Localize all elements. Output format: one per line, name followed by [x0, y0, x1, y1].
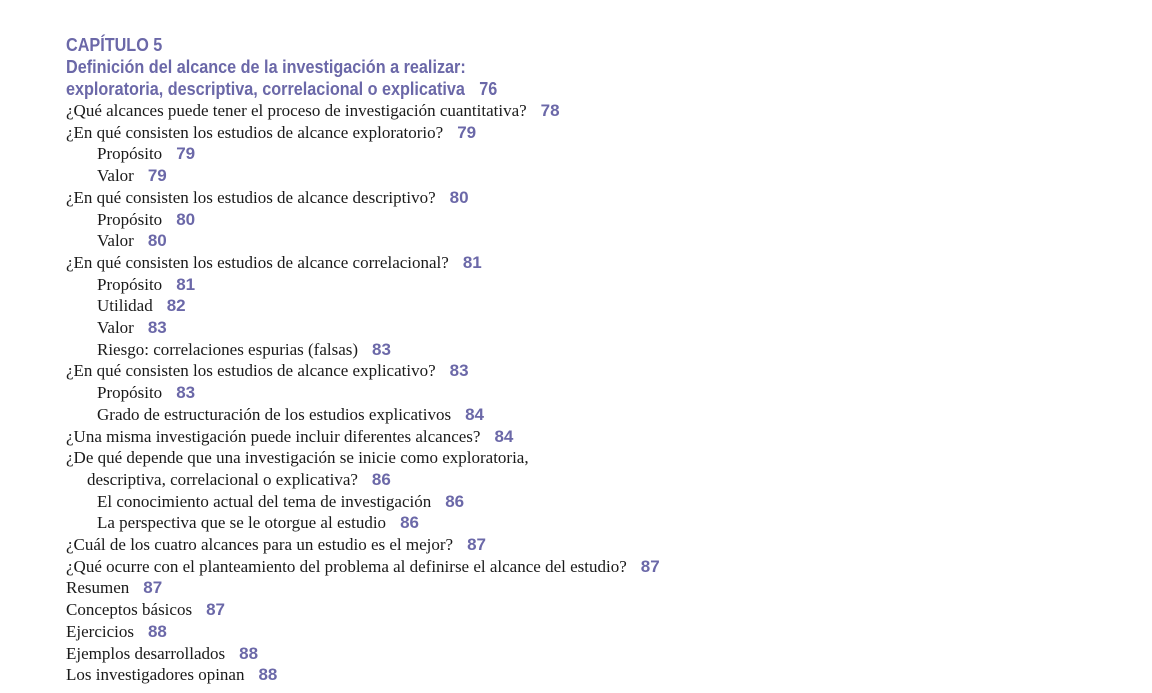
- toc-entry: [66, 664, 1126, 686]
- toc-subentry: [66, 143, 1126, 165]
- toc-subentry: [66, 295, 1126, 317]
- toc-entry-text: Propósito: [97, 144, 163, 164]
- toc-entry: [66, 252, 1126, 274]
- toc-entry-text: Conceptos básicos: [66, 600, 193, 620]
- toc-entry-page: 86: [400, 513, 419, 533]
- chapter-title-line-1: Definición del alcance de la investigación a realizar:: [66, 57, 466, 77]
- toc-entry-page: 79: [176, 144, 196, 164]
- toc-entry-text: El conocimiento actual del tema de investigación: [97, 491, 432, 511]
- toc-subentry: [66, 491, 1126, 513]
- toc-entry-page: 84: [494, 426, 514, 446]
- toc-entry: [66, 100, 1126, 122]
- toc-entry-text: Grado de estructuración de los estudios explicativos: [97, 404, 452, 424]
- toc-entry-page: 83: [176, 383, 196, 403]
- toc-entry-page: 81: [462, 252, 482, 272]
- toc-subentry: [66, 165, 1126, 187]
- toc-entry-page: 80: [176, 209, 196, 229]
- toc-subentry: [66, 209, 1126, 231]
- toc-entry-page: 83: [449, 361, 469, 381]
- toc-entry-text: descriptiva, correlacional o explicativa?: [87, 469, 358, 489]
- toc-entry-page: 79: [147, 166, 167, 186]
- toc-subentry: [66, 512, 1126, 534]
- toc-entry: [66, 122, 1126, 144]
- toc-entry-text: La perspectiva que se le otorgue al estudio: [97, 513, 387, 533]
- toc-entry-page: 86: [371, 469, 391, 489]
- toc-entry-page: 87: [206, 600, 225, 620]
- toc-entry: [66, 187, 1126, 209]
- toc-entry: [66, 360, 1126, 382]
- toc-entry-text: ¿Cuál de los cuatro alcances para un estudio es el mejor?: [66, 535, 454, 555]
- toc-entry-page: 83: [372, 339, 391, 359]
- toc-entry-page: 87: [640, 556, 660, 576]
- toc-entry-text: ¿Qué alcances puede tener el proceso de investigación cuantitativa?: [66, 101, 527, 120]
- toc-entry-page: 88: [258, 665, 278, 685]
- toc-entry-page: 86: [445, 491, 465, 511]
- toc-entry-text: Valor: [97, 166, 134, 186]
- toc-entry-page: 80: [147, 231, 167, 251]
- chapter-title-line-2-text: exploratoria, descriptiva, correlacional o explicativa: [66, 79, 465, 99]
- toc-entry-text: ¿En qué consisten los estudios de alcance correlacional?: [66, 252, 449, 272]
- toc-entry-text: Riesgo: correlaciones espurias (falsas): [97, 339, 359, 359]
- toc-entry-page: 81: [176, 274, 196, 294]
- toc-entry-page: 88: [147, 621, 167, 641]
- toc-entry-page: 83: [147, 318, 167, 338]
- toc-entry-text: ¿Una misma investigación puede incluir diferentes alcances?: [66, 426, 481, 446]
- toc-entry-page: 87: [467, 535, 486, 555]
- table-of-contents: [66, 34, 1126, 686]
- toc-entry-text: ¿En qué consisten los estudios de alcance descriptivo?: [66, 187, 436, 207]
- toc-subentry: [66, 230, 1126, 252]
- toc-subentry: [66, 404, 1126, 426]
- toc-entry-text: Los investigadores opinan: [66, 665, 245, 685]
- toc-entry-page: 84: [465, 404, 484, 424]
- toc-entry-text: ¿De qué depende que una investigación se inicie como exploratoria,: [66, 448, 529, 468]
- toc-entry-text: ¿En qué consisten los estudios de alcance exploratorio?: [66, 122, 444, 142]
- toc-entry-page: 80: [449, 187, 469, 207]
- toc-entry-text: Valor: [97, 318, 134, 338]
- toc-entry-text: Ejercicios: [66, 621, 134, 641]
- toc-subentry: [66, 317, 1126, 339]
- chapter-label: CAPÍTULO 5: [66, 35, 163, 55]
- toc-entry-continuation: [66, 469, 1126, 491]
- chapter-title-line-2: [66, 78, 1020, 100]
- toc-entry-text: Propósito: [97, 274, 163, 294]
- toc-entry-text: Propósito: [97, 209, 163, 229]
- toc-entry-page: 79: [457, 122, 477, 142]
- toc-entry-text: Utilidad: [97, 296, 153, 316]
- toc-entry-text: Ejemplos desarrollados: [66, 643, 226, 663]
- toc-entry: [66, 556, 1126, 578]
- toc-entry: [66, 426, 1126, 448]
- toc-entry: [66, 577, 1126, 599]
- toc-subentry: [66, 382, 1126, 404]
- toc-subentry: [66, 339, 1126, 361]
- toc-entry-text: Valor: [97, 231, 134, 251]
- toc-entry: [66, 621, 1126, 643]
- toc-entry-page: 88: [239, 643, 259, 663]
- toc-entry: [66, 447, 1126, 469]
- toc-entry-page: 87: [143, 578, 163, 598]
- toc-entry-text: Resumen: [66, 578, 130, 598]
- toc-entry: [66, 643, 1126, 665]
- toc-entry-text: Propósito: [97, 383, 163, 403]
- toc-subentry: [66, 274, 1126, 296]
- toc-entry: [66, 534, 1126, 556]
- chapter-page-number: 76: [479, 79, 498, 99]
- toc-entry-text: ¿Qué ocurre con el planteamiento del problema al definirse el alcance del estudio?: [66, 556, 627, 576]
- toc-entry-page: 82: [166, 296, 186, 316]
- toc-entry-text: ¿En qué consisten los estudios de alcance explicativo?: [66, 361, 436, 381]
- toc-entry: [66, 599, 1126, 621]
- toc-entry-page: 78: [540, 101, 560, 120]
